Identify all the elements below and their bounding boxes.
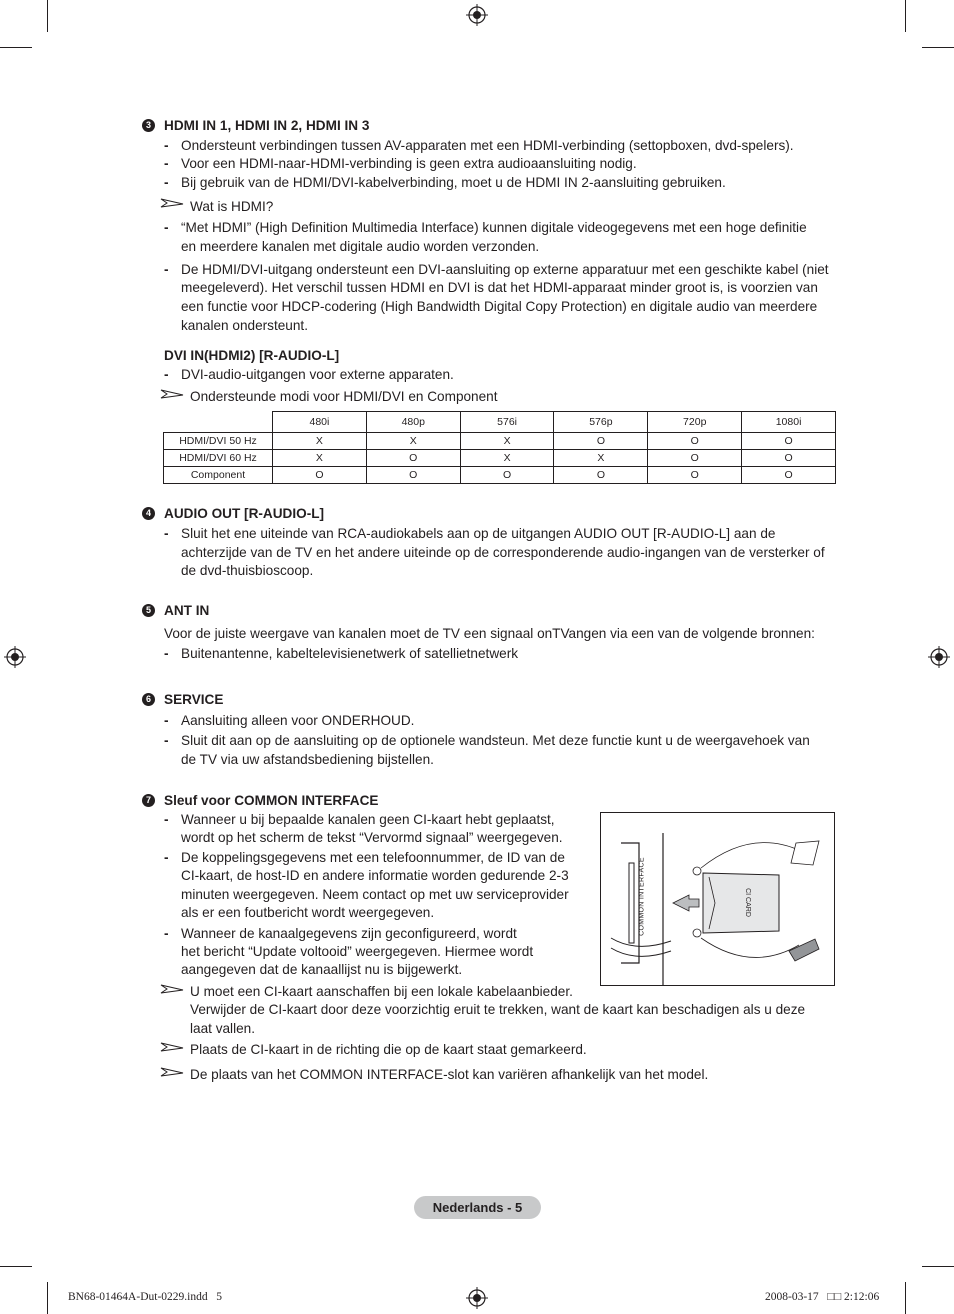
bullet-dash: - (164, 220, 169, 235)
bullet-dash: - (164, 926, 169, 941)
section-title-service: SERVICE (164, 692, 224, 707)
bullet-dash: - (164, 367, 169, 382)
ci-bullet-line: minuten weergegeven. Neem contact op met uw serviceprovider (181, 887, 569, 902)
hdmi-note-bullet-line: meegeleverd). Het verschil tussen HDMI en DVI is dat het HDMI-apparaat minder groot is, is voorzien van (181, 280, 818, 295)
table-column-header: 480p (366, 412, 460, 433)
table-cell: O (366, 450, 460, 467)
note-arrow-icon (160, 197, 184, 209)
hdmi-note-bullet-line: en meerdere kanalen met digitale audio worden verzonden. (181, 239, 540, 254)
card-label: CI CARD (743, 888, 751, 917)
table-corner-cell (164, 412, 273, 433)
audio-out-bullet-line: achterzijde van de TV en het andere uiteinde op de corresponderende audio-ingangen van de versterker of (181, 545, 825, 560)
bullet-dash: - (164, 713, 169, 728)
page-number-badge: Nederlands - 5 (414, 1196, 541, 1219)
section-title-audio-out: AUDIO OUT [R-AUDIO-L] (164, 506, 325, 521)
slot-label: COMMON INTERFACE (638, 857, 646, 936)
bullet-dash: - (164, 526, 169, 541)
hdmi-note-bullet-line: “Met HDMI” (High Definition Multimedia Interface) kunnen digitale videogegevens met een hoge definitie (181, 220, 807, 235)
table-cell: O (648, 433, 742, 450)
hdmi-bullet: Bij gebruik van de HDMI/DVI-kabelverbinding, moet u de HDMI IN 2-aansluiting gebruiken. (181, 175, 726, 190)
registration-mark-icon (466, 1287, 488, 1309)
audio-out-bullet-line: de dvd-thuisbioscoop. (181, 563, 314, 578)
audio-out-bullet-line: Sluit het ene uiteinde van RCA-audiokabels aan op de uitgangen AUDIO OUT [R-AUDIO-L] aan de (181, 526, 776, 541)
ci-note-line: Verwijder de CI-kaart door deze voorzichtig eruit te trekken, want de kaart kan beschadigen als u deze (190, 1002, 806, 1017)
bullet-dash: - (164, 175, 169, 190)
table-row-label: Component (164, 467, 273, 484)
service-bullet-line: Sluit dit aan op de aansluiting op de optionele wandsteun. Met deze functie kunt u de weergavehoek van (181, 733, 810, 748)
note-arrow-icon (160, 983, 184, 995)
table-cell: X (273, 450, 367, 467)
section-title-ant-in: ANT IN (164, 603, 210, 618)
hdmi-note: Wat is HDMI? (190, 199, 274, 214)
table-cell: O (742, 450, 836, 467)
ci-note-line: U moet een CI-kaart aanschaffen bij een lokale kabelaanbieder. (190, 984, 573, 999)
ci-bullet-line: het bericht “Update voltooid” weergegeven. Hiermee wordt (181, 944, 534, 959)
table-column-header: 576i (460, 412, 554, 433)
file-slug: BN68-01464A-Dut-0229.indd 5 (68, 1291, 222, 1303)
ci-bullet-line: De koppelingsgegevens met een telefoonnummer, de ID van de (181, 850, 565, 865)
table-cell: O (648, 450, 742, 467)
hdmi-note-bullet-line: een functie voor HDCP-codering (High Bandwidth Digital Copy Protection) en digitale audio van meerdere (181, 299, 818, 314)
table-column-header: 720p (648, 412, 742, 433)
table-cell: X (273, 433, 367, 450)
ci-bullet-line: Wanneer de kanaalgegevens zijn geconfigureerd, wordt (181, 926, 517, 941)
bullet-dash: - (164, 138, 169, 153)
date-slug: 2008-03-17 □□ 2:12:06 (765, 1291, 880, 1303)
table-row (164, 467, 836, 484)
note-arrow-icon (160, 1066, 184, 1078)
hdmi-bullet: Ondersteunt verbindingen tussen AV-apparaten met een HDMI-verbinding (settopboxen, dvd-spelers). (181, 138, 794, 153)
table-cell: X (460, 450, 554, 467)
crop-mark (47, 0, 48, 32)
crop-mark (47, 1282, 48, 1314)
table-cell: O (460, 467, 554, 484)
supported-modes-table (163, 411, 836, 484)
crop-mark (0, 47, 32, 48)
table-column-header: 576p (554, 412, 648, 433)
ci-bullet-line: CI-kaart, de host-ID en andere informatie worden gedurende 2-3 (181, 868, 569, 883)
table-column-header: 480i (273, 412, 367, 433)
note-arrow-icon (160, 388, 184, 400)
table-header-row (164, 412, 836, 433)
bullet-dash: - (164, 733, 169, 748)
bullet-dash: - (164, 262, 169, 277)
ci-bullet-line: aangegeven dat de kanaallijst nu is bijgewerkt. (181, 962, 463, 977)
registration-mark-icon (4, 646, 26, 668)
section-number-badge: 4 (142, 507, 155, 520)
ci-bullet-line: wordt op het scherm de tekst “Vervormd signaal” weergegeven. (181, 830, 563, 845)
section-number-badge: 7 (142, 794, 155, 807)
dvi-note: Ondersteunde modi voor HDMI/DVI en Component (190, 389, 498, 404)
table-cell: X (366, 433, 460, 450)
section-title-ci: Sleuf voor COMMON INTERFACE (164, 793, 379, 808)
service-bullet-line: de TV via uw afstandsbediening bijstellen. (181, 752, 434, 767)
table-column-header: 1080i (742, 412, 836, 433)
ci-bullet-line: als er een foutbericht wordt weergegeven. (181, 905, 435, 920)
table-row (164, 433, 836, 450)
section-number-badge: 6 (142, 693, 155, 706)
dvi-bullet: DVI-audio-uitgangen voor externe apparaten. (181, 367, 454, 382)
ci-bullet-line: Wanneer u bij bepaalde kanalen geen CI-kaart hebt geplaatst, (181, 812, 555, 827)
hdmi-note-bullet-line: De HDMI/DVI-uitgang ondersteunt een DVI-aansluiting op externe apparatuur met een geschikte kabel (niet (181, 262, 829, 277)
bullet-dash: - (164, 850, 169, 865)
ci-note-line: Plaats de CI-kaart in de richting die op de kaart staat gemarkeerd. (190, 1042, 587, 1057)
note-arrow-icon (160, 1041, 184, 1053)
table-cell: O (554, 467, 648, 484)
crop-mark (922, 47, 954, 48)
hdmi-note-bullet-line: kanalen ondersteunt. (181, 318, 308, 333)
table-cell: X (554, 450, 648, 467)
ci-note-line: De plaats van het COMMON INTERFACE-slot kan variëren afhankelijk van het model. (190, 1067, 709, 1082)
ant-in-bullet: Buitenantenne, kabeltelevisienetwerk of satellietnetwerk (181, 646, 519, 661)
section-number-badge: 5 (142, 604, 155, 617)
section-title-hdmi: HDMI IN 1, HDMI IN 2, HDMI IN 3 (164, 118, 370, 133)
table-cell: O (742, 467, 836, 484)
ci-card-drawing (601, 813, 834, 985)
subsection-title-dvi: DVI IN(HDMI2) [R-AUDIO-L] (164, 348, 340, 363)
table-row-label: HDMI/DVI 50 Hz (164, 433, 273, 450)
service-bullet-line: Aansluiting alleen voor ONDERHOUD. (181, 713, 415, 728)
ci-note-line: laat vallen. (190, 1021, 255, 1036)
ant-in-text: Voor de juiste weergave van kanalen moet de TV een signaal onTVangen via een van de volgende bronnen: (164, 626, 815, 641)
table-cell: O (648, 467, 742, 484)
crop-mark (905, 1282, 906, 1314)
table-cell: O (554, 433, 648, 450)
crop-mark (922, 1266, 954, 1267)
bullet-dash: - (164, 156, 169, 171)
table-cell: O (366, 467, 460, 484)
table-row (164, 450, 836, 467)
hdmi-bullet: Voor een HDMI-naar-HDMI-verbinding is geen extra audioaansluiting nodig. (181, 156, 637, 171)
bullet-dash: - (164, 812, 169, 827)
registration-mark-icon (928, 646, 950, 668)
crop-mark (905, 0, 906, 32)
table-cell: O (742, 433, 836, 450)
table-row-label: HDMI/DVI 60 Hz (164, 450, 273, 467)
table-cell: X (460, 433, 554, 450)
bullet-dash: - (164, 646, 169, 661)
ci-card-illustration (600, 812, 835, 986)
crop-mark (0, 1266, 32, 1267)
registration-mark-icon (466, 4, 488, 26)
section-number-badge: 3 (142, 119, 155, 132)
table-cell: O (273, 467, 367, 484)
